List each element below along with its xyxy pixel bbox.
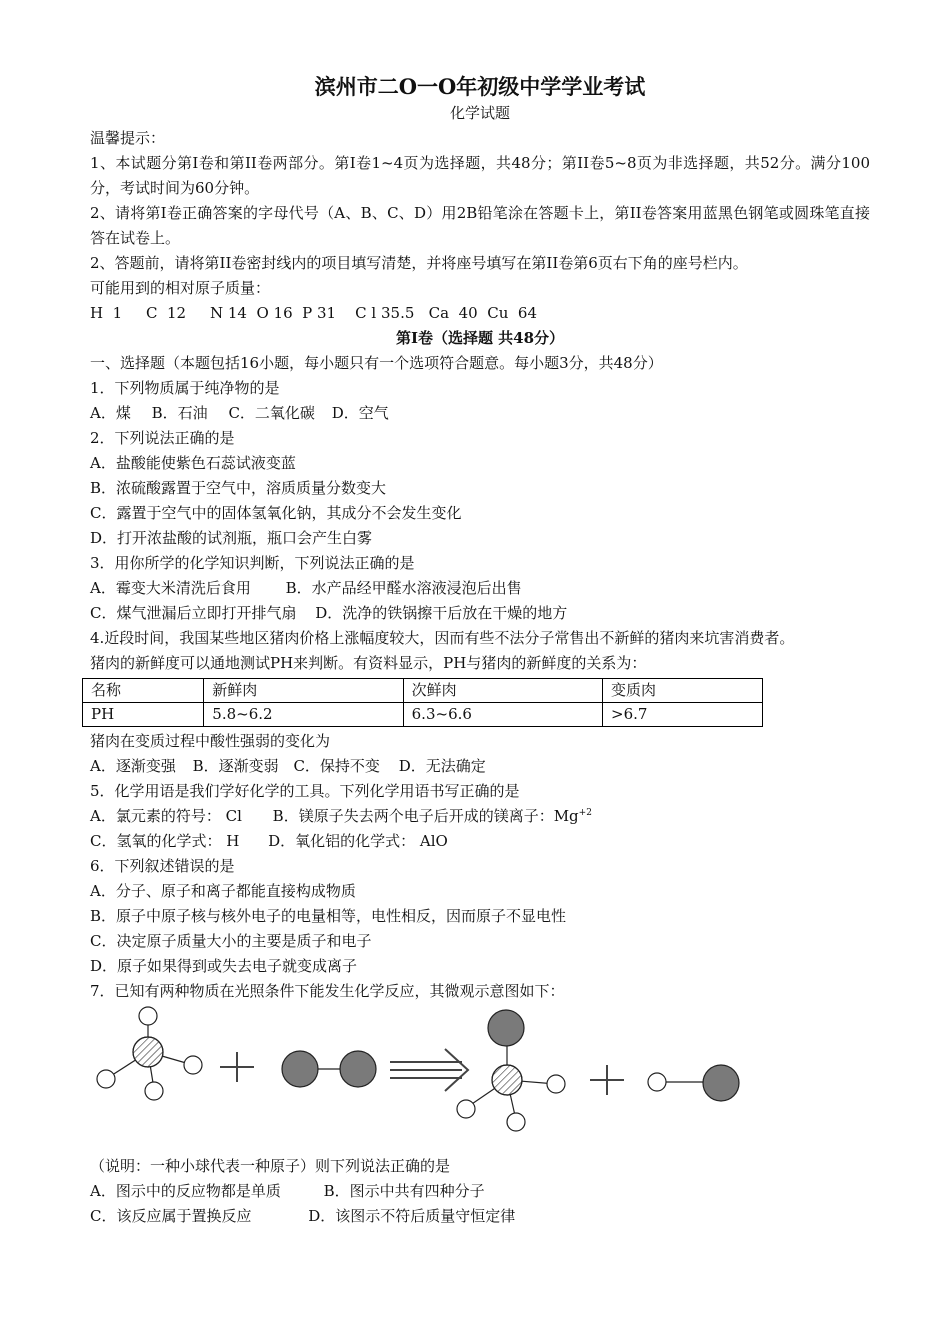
small-atom	[457, 1100, 475, 1118]
q6-stem: 6．下列叙述错误的是	[90, 857, 235, 875]
atomic-heading: 可能用到的相对原子质量：	[90, 279, 271, 297]
q1-options	[90, 401, 870, 426]
notes-heading: 温馨提示：	[90, 129, 166, 147]
ph-table-cell: PH	[83, 703, 204, 727]
q7-option-d: D．该图示不符后质量守恒定律	[308, 1207, 516, 1225]
q4-options	[90, 754, 870, 779]
q5-option-b-charge: +2	[578, 808, 592, 818]
q4-option-a: A．逐渐变强	[90, 757, 176, 775]
small-atom	[145, 1082, 163, 1100]
q2-stem: 2．下列说法正确的是	[90, 429, 235, 447]
q4-option-b: B．逐渐变弱	[192, 757, 279, 775]
small-atom	[648, 1073, 666, 1091]
ph-table-cell: 次鲜肉	[403, 679, 602, 703]
note-item-3: 2、答题前，请将第II卷密封线内的项目填写清楚，并将座号填写在第II卷第6页右下角的座号栏内。	[90, 254, 748, 272]
reactant-molecule-1	[97, 1007, 202, 1100]
q5-option-b-text: B．镁原子失去两个电子后开成的镁离子：Mg	[272, 807, 579, 825]
small-atom	[97, 1070, 115, 1088]
ph-table-cell: 名称	[83, 679, 204, 703]
q1-option-d: D．空气	[331, 404, 389, 422]
section-title: 第I卷（选择题 共48分）	[395, 329, 565, 347]
q5-option-b	[273, 807, 592, 825]
small-atom	[507, 1113, 525, 1131]
note-item-1: 1、本试题分第I卷和第II卷两部分。第I卷1~4页为选择题，共48分；第II卷5~8页为非选择题，共52分。满分100分，考试时间为60分钟。	[90, 154, 870, 197]
q5-option-a: A．氯元素的符号： Cl	[90, 807, 242, 825]
q6-option-a: A．分子、原子和离子都能直接构成物质	[90, 882, 356, 900]
hatched-atom-fill	[133, 1037, 163, 1067]
q2-option-a: A．盐酸能使紫色石蕊试液变蓝	[90, 454, 296, 472]
q3-option-b: B．水产品经甲醛水溶液浸泡后出售	[285, 579, 522, 597]
q2-option-c: C．露置于空气中的固体氢氧化钠，其成分不会发生变化	[90, 504, 462, 522]
q2-option-b: B．浓硫酸露置于空气中，溶质质量分数变大	[90, 479, 387, 497]
q4-question: 猪肉在变质过程中酸性强弱的变化为	[90, 732, 331, 750]
ph-table-row	[83, 703, 763, 727]
q7-note: （说明：一种小球代表一种原子）则下列说法正确的是	[90, 1157, 451, 1175]
dark-atom	[282, 1051, 318, 1087]
ph-table	[82, 678, 763, 727]
q3-option-d: D．洗净的铁锅擦干后放在干燥的地方	[315, 604, 568, 622]
ph-table-cell: 变质肉	[603, 679, 763, 703]
product-molecule-1	[457, 1010, 565, 1131]
q3-stem: 3．用你所学的化学知识判断，下列说法正确的是	[90, 554, 415, 572]
dark-atom	[703, 1065, 739, 1101]
exam-title: 滨州市二O一O年初级中学学业考试	[314, 74, 646, 99]
ph-table-cell: 5.8~6.2	[204, 703, 403, 727]
q5-stem: 5．化学用语是我们学好化学的工具。下列化学用语书写正确的是	[90, 782, 520, 800]
q2-option-d: D．打开浓盐酸的试剂瓶，瓶口会产生白雾	[90, 529, 373, 547]
hatched-atom-fill	[492, 1065, 522, 1095]
small-atom	[139, 1007, 157, 1025]
q5-option-c: C．氢氧的化学式： H	[90, 832, 240, 850]
ph-table-header	[83, 679, 763, 703]
q7-stem: 7．已知有两种物质在光照条件下能发生化学反应，其微观示意图如下：	[90, 982, 565, 1000]
q1-option-a: A．煤	[90, 404, 131, 422]
ph-table-cell: 6.3~6.6	[403, 703, 602, 727]
plus-sign	[220, 1052, 254, 1082]
reaction-diagram-svg	[90, 1004, 870, 1154]
q4-stem-line2: 猪肉的新鲜度可以通地测试PH来判断。有资料显示，PH与猪肉的新鲜度的关系为：	[90, 654, 647, 672]
dark-atom	[488, 1010, 524, 1046]
q7-option-b: B．图示中共有四种分子	[323, 1182, 485, 1200]
q6-option-c: C．决定原子质量大小的主要是质子和电子	[90, 932, 372, 950]
q5-option-d: D．氧化铝的化学式： AlO	[268, 832, 448, 850]
section-instructions: 一、选择题（本题包括16小题，每小题只有一个选项符合题意。每小题3分，共48分）	[90, 354, 663, 372]
q4-option-c: C．保持不变	[293, 757, 380, 775]
q1-option-b: B．石油	[151, 404, 208, 422]
dark-atom	[340, 1051, 376, 1087]
atomic-masses: H 1 C 12 N 14 O 16 P 31 C l 35.5 Ca 40 Cu 64	[90, 304, 538, 322]
q5-options-ab	[90, 804, 870, 829]
reactant-molecule-2	[282, 1051, 376, 1087]
ph-table-cell: 新鲜肉	[204, 679, 403, 703]
q6-option-b: B．原子中原子核与核外电子的电量相等，电性相反，因而原子不显电性	[90, 907, 567, 925]
reaction-arrow-icon	[390, 1049, 468, 1091]
small-atom	[547, 1075, 565, 1093]
exam-page	[90, 70, 870, 1229]
q3-option-c: C．煤气泄漏后立即打开排气扇	[90, 604, 297, 622]
exam-subtitle: 化学试题	[449, 104, 510, 122]
q4-option-d: D．无法确定	[398, 757, 486, 775]
q7-option-a: A．图示中的反应物都是单质	[90, 1182, 281, 1200]
q7-options-ab	[90, 1179, 870, 1204]
plus-sign	[590, 1065, 624, 1095]
q4-stem-line1: 4.近段时间，我国某些地区猪肉价格上涨幅度较大，因而有些不法分子常售出不新鲜的猪肉来坑害消费者。	[90, 629, 795, 647]
product-molecule-2	[648, 1065, 739, 1101]
ph-table-cell: >6.7	[603, 703, 763, 727]
q6-option-d: D．原子如果得到或失去电子就变成离子	[90, 957, 358, 975]
q3-options-ab	[90, 576, 870, 601]
q7-option-c: C．该反应属于置换反应	[90, 1207, 252, 1225]
q1-stem: 1．下列物质属于纯净物的是	[90, 379, 280, 397]
q3-options-cd	[90, 601, 870, 626]
small-atom	[184, 1056, 202, 1074]
reaction-diagram	[90, 1004, 870, 1154]
note-item-2: 2、请将第I卷正确答案的字母代号（A、B、C、D）用2B铅笔涂在答题卡上，第II卷答案用蓝黑色钢笔或圆珠笔直接答在试卷上。	[90, 204, 870, 247]
q1-option-c: C．二氧化碳	[228, 404, 315, 422]
q5-options-cd	[90, 829, 870, 854]
q3-option-a: A．霉变大米清洗后食用	[90, 579, 251, 597]
q7-options-cd	[90, 1204, 870, 1229]
